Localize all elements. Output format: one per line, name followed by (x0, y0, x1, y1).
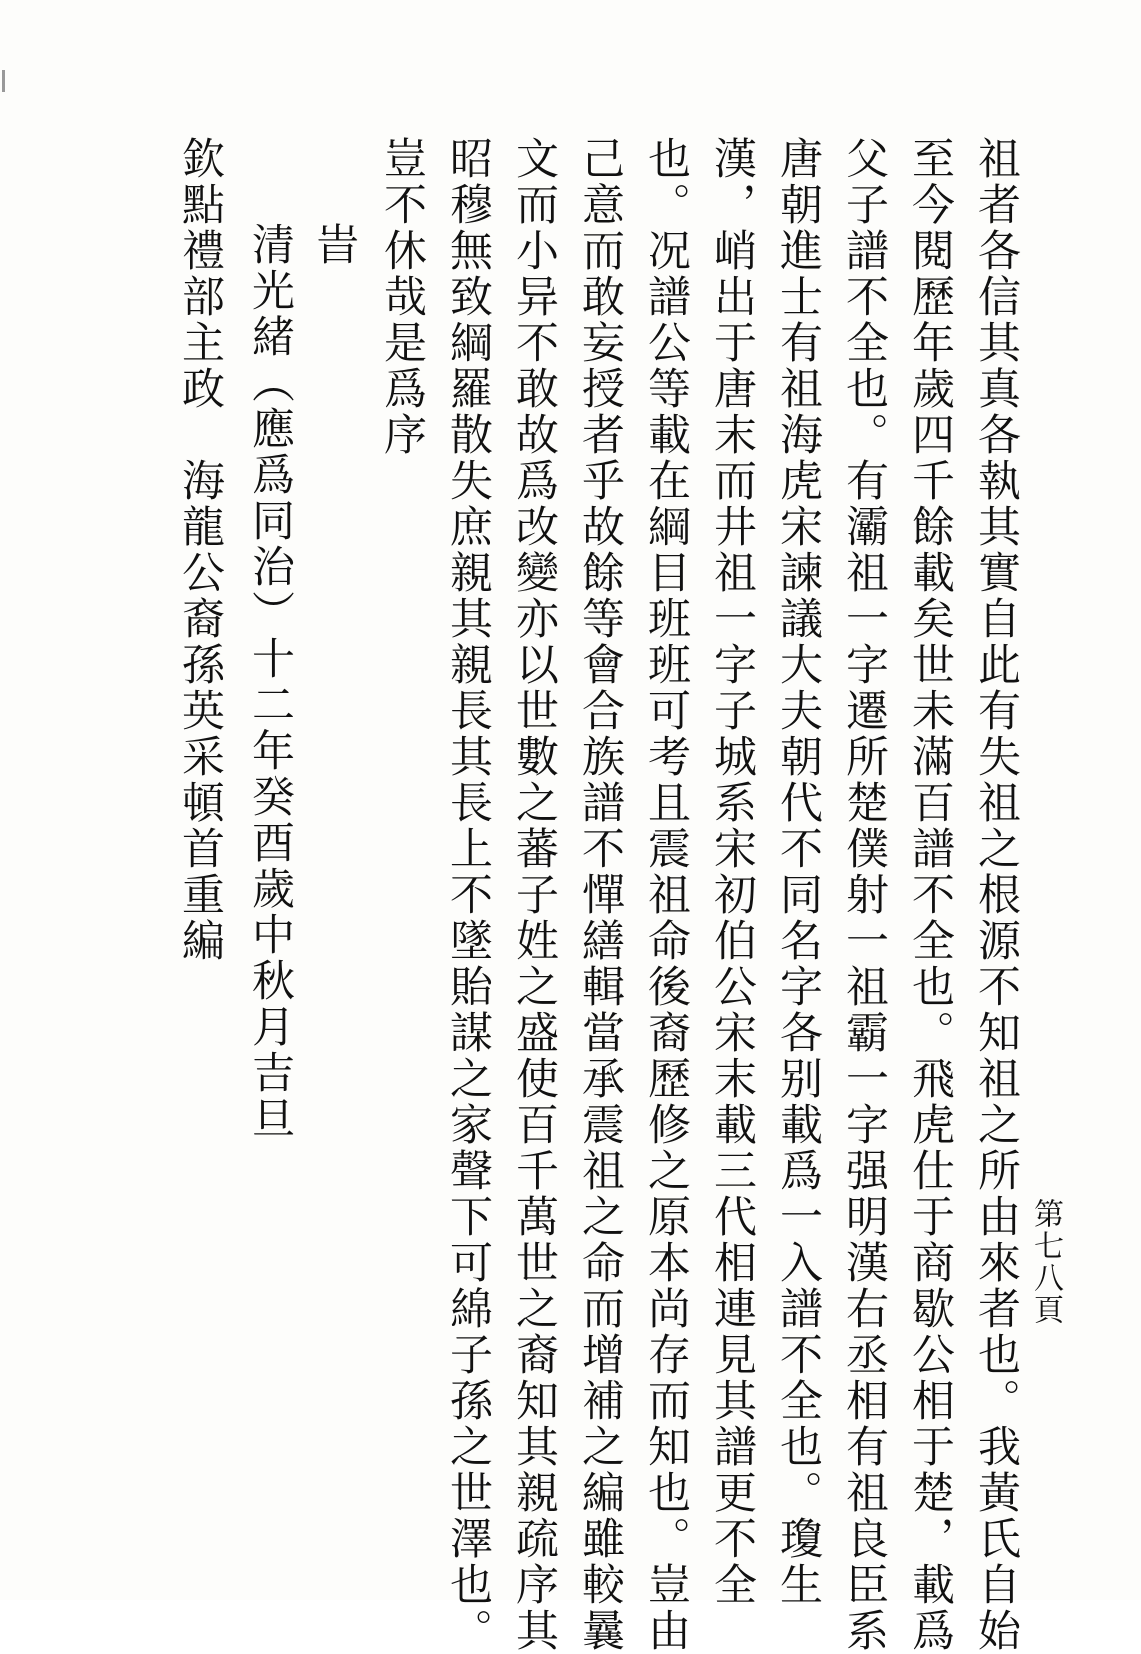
text-column-2: 至今閱歷年歲四千餘載矣世未滿百譜不全也。飛虎仕于商歇公相于楚，載爲 (905, 136, 955, 1654)
text-column-10: 豈不休哉是爲序 (377, 136, 427, 458)
text-column-9: 昭穆無致綱羅散失庶親其親長其長上不墜貽謀之家聲下可綿子孫之世澤也。 (443, 136, 493, 1654)
signature-line: 欽點禮部主政 海龍公裔孫英采頓首重編 (175, 136, 225, 964)
text-column-6: 也。况譜公等載在綱目班班可考且震祖命後裔歷修之原本尚存而知也。豈由 (641, 136, 691, 1654)
text-column-8: 文而小异不敢故爲改變亦以世數之蕃子姓之盛使百千萬世之裔知其親疏序其 (509, 136, 559, 1654)
date-line: 清光緒（應爲同治）十二年癸酉歲中秋月吉旦 (245, 222, 295, 1142)
text-column-5: 漢，峭出于唐末而井祖一字子城系宋初伯公宋末載三代相連見其譜更不全 (707, 136, 757, 1608)
text-column-4: 唐朝進士有祖海虎宋諫議大夫朝代不同名字各别載爲一入譜不全也。瓊生 (773, 136, 823, 1608)
text-column-7: 己意而敢妄授者乎故餘等會合族譜不憚繕輯當承震祖之命而增補之編雖較曩 (575, 136, 625, 1654)
text-column-3: 父子譜不全也。有灞祖一字遷所楚僕射一祖霸一字强明漢右丞相有祖良臣系 (839, 136, 889, 1654)
page-number: 第七八頁 (1028, 1198, 1063, 1326)
imprimatur-mark: 旹 (309, 222, 359, 268)
scan-edge-mark (2, 70, 5, 92)
text-column-1: 祖者各信其真各執其實自此有失祖之根源不知祖之所由來者也。我黃氏自始 (971, 136, 1021, 1654)
